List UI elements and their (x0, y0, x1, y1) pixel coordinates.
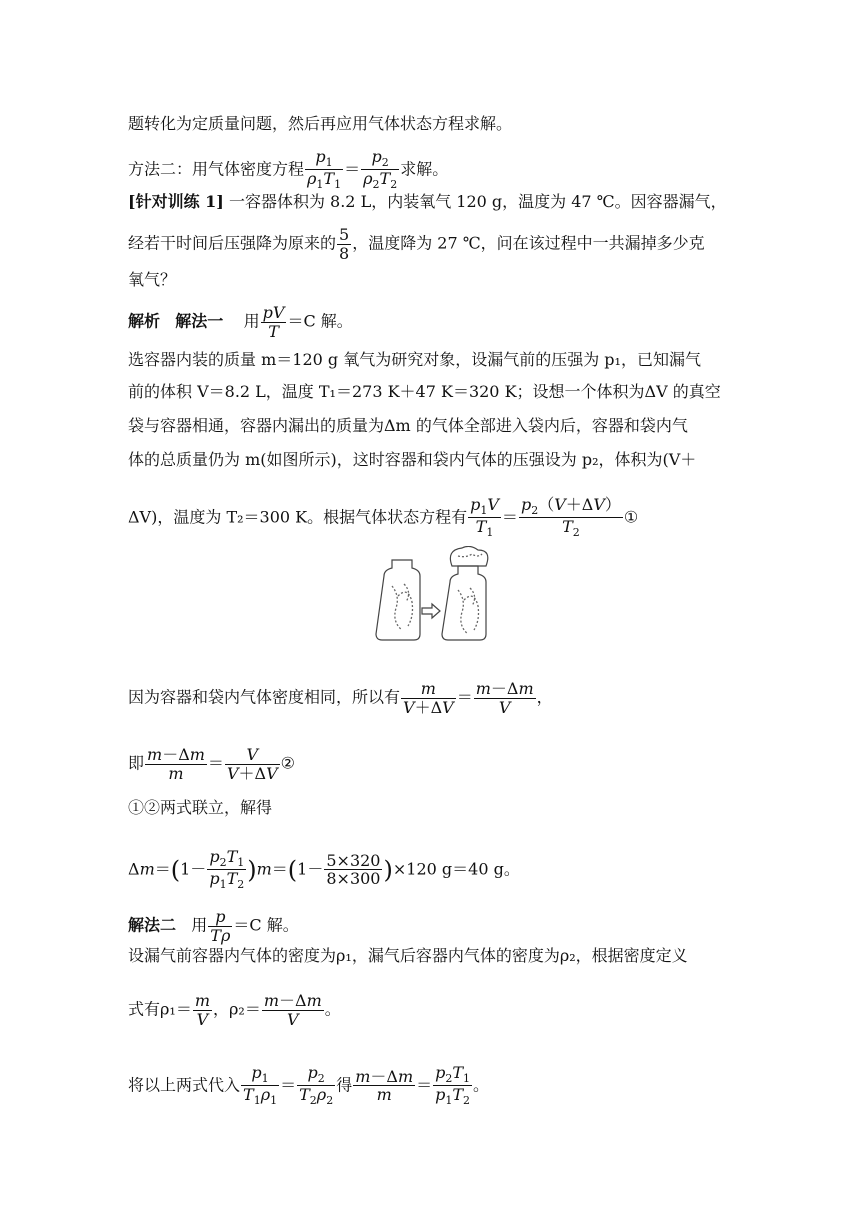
final-frac-1: $\frac{p_1}{T_1\rho_1}$ (243, 1063, 278, 1108)
ji-text: 即 (128, 753, 145, 773)
calc-den: 8×300 (326, 869, 381, 889)
combine-line: ①②两式联立，解得 (128, 798, 273, 817)
final-line: 将以上两式代入 $\frac{p_1}{T_1\rho_1}$ ＝ $\frac{p_2}{T_2\rho_2}$ 得 $\frac{m-\Delta m}{m}$ ＝ $\frac{p_2T_1}{p_1T_2}$ 。 (128, 1063, 490, 1108)
body-line-2: 前的体积 V＝8.2 L，温度 T₁＝273 K＋47 K＝320 K；设想一个体积为ΔV 的真空 (128, 382, 721, 401)
final-frac-2: $\frac{p_2}{T_2\rho_2}$ (299, 1063, 334, 1108)
solution-one-heading (128, 304, 353, 340)
equation-one-left: $\frac{p_1V}{T_1}$ (470, 495, 499, 540)
body-line-1: 选容器内装的质量 m＝120 g 氧气为研究对象，设漏气前的压强为 p₁，已知漏气 (128, 350, 701, 369)
method-two-line: 方法二：用气体密度方程 $\frac{p_1}{\rho_1T_1}$ ＝ $\frac{p_2}{\rho_2T_2}$ 求解。 (128, 147, 449, 192)
density-right: $\frac{m-\Delta m}{V}$ (475, 679, 534, 717)
method-two-suffix: 求解。 (400, 159, 449, 179)
solution-one-label: 解法一 (175, 311, 224, 331)
equation-two-mark: ② (280, 753, 295, 773)
container-bag-figure (372, 546, 500, 646)
body-line-5-text: ΔV)，温度为 T₂＝300 K。根据气体状态方程有 (128, 507, 468, 527)
equation-two-line: 即 $\frac{m-\Delta m}{m}$ ＝ $\frac{V}{V+\Delta V}$ ② (128, 745, 295, 783)
density-text: 因为容器和袋内气体密度相同，所以有 (128, 687, 401, 707)
exercise-text-2b: ，温度降为 27 ℃，问在该过程中一共漏掉多少克 (352, 233, 705, 253)
equation-two-right: $\frac{V}{V+\Delta V}$ (226, 745, 278, 783)
sol2-text-a: 用 (191, 915, 208, 935)
frac-den: 8 (339, 243, 350, 263)
equation-two-left: $\frac{m-\Delta m}{m}$ (147, 745, 205, 783)
exercise-text-1: 一容器体积为 8.2 L，内装氧气 120 g，温度为 47 ℃。因容器漏气， (228, 192, 727, 211)
arrow-icon (422, 604, 440, 618)
body-line-5: ΔV)，温度为 T₂＝300 K。根据气体状态方程有 $\frac{p_1V}{T_1}$ ＝ $\frac{p_2(V+\Delta V)}{T_2}$ ① (128, 495, 639, 540)
rho-line: 设漏气前容器内气体的密度为ρ₁，漏气后容器内气体的密度为ρ₂，根据密度定义 (128, 946, 688, 965)
rho-def-a: 式有ρ₁＝ (128, 999, 192, 1019)
density-equation-right: $\frac{p_2}{\rho_2T_2}$ (363, 147, 398, 192)
sol1-text-b: ＝C 解。 (287, 311, 353, 331)
equation-one-right: $\frac{p_2(V+\Delta V)}{T_2}$ (520, 495, 621, 540)
solution-two-heading (128, 908, 299, 944)
rho-def-c: 。 (324, 999, 341, 1019)
rho-def-b: ，ρ₂＝ (213, 999, 261, 1019)
fraction-five-eighths (337, 226, 351, 262)
rho2-frac: $\frac{m-\Delta m}{V}$ (263, 991, 322, 1029)
frac-num: 5 (339, 225, 350, 244)
density-line: 因为容器和袋内气体密度相同，所以有 $\frac{m}{V+\Delta V}$ ＝ $\frac{m-\Delta m}{V}$ ， (128, 679, 553, 717)
exercise-text-2a: 经若干时间后压强降为原来的 (128, 233, 337, 253)
final-text-b: 得 (336, 1075, 353, 1095)
body-line-4: 体的总质量仍为 m(如图所示)，这时容器和袋内气体的压强设为 p₂，体积为(V＋ (128, 450, 697, 469)
density-equation-left: $\frac{p_1}{\rho_1T_1}$ (307, 147, 342, 192)
result-tail: ×120 g＝40 g。 (392, 859, 520, 879)
method-two-prefix: 方法二：用气体密度方程 (128, 159, 305, 179)
exercise-line-2 (128, 226, 705, 262)
exercise-line-1 (128, 192, 727, 212)
final-frac-4: $\frac{p_2T_1}{p_1T_2}$ (435, 1063, 471, 1108)
exercise-label: [针对训练 1] (128, 192, 224, 211)
body-line-3: 袋与容器相通，容器内漏出的质量为Δm 的气体全部进入袋内后，容器和袋内气 (128, 416, 688, 435)
final-frac-3: $\frac{m-\Delta m}{m}$ (355, 1066, 414, 1105)
pv-over-t: $\frac{pV}{T}$ (262, 303, 285, 341)
result-frac-symbolic: $\frac{p_2T_1}{p_1T_2}$ (209, 847, 245, 892)
rho-definition-line (128, 992, 341, 1028)
solution-two-label: 解法二 (128, 915, 177, 935)
final-text-c: 。 (473, 1075, 490, 1095)
exercise-line-3: 氧气？ (128, 270, 177, 289)
rho1-frac: $\frac{m}{V}$ (194, 991, 210, 1029)
bag (450, 546, 487, 566)
calc-num: 5×320 (326, 850, 381, 870)
paragraph-tail: 题转化为定质量问题，然后再应用气体状态方程求解。 (128, 114, 513, 133)
final-text-a: 将以上两式代入 (128, 1075, 241, 1095)
equation-one-mark: ① (623, 507, 639, 527)
density-left: $\frac{m}{V+\Delta V}$ (403, 679, 454, 717)
density-comma: ， (536, 687, 553, 707)
left-jar (376, 560, 420, 640)
sol2-text-b: ＝C 解。 (233, 915, 299, 935)
result-line: Δm＝(1－ $\frac{p_2T_1}{p_1T_2}$ )m＝(1－ $\frac{5\times 320}{8\times 300}$ )×120 g＝40 g。 (128, 847, 520, 892)
p-over-t-rho: $\frac{p}{T\rho}$ (210, 907, 231, 945)
analysis-label: 解析 (128, 311, 161, 331)
result-frac-numeric (324, 852, 382, 888)
sol1-text-a: 用 (243, 311, 260, 331)
